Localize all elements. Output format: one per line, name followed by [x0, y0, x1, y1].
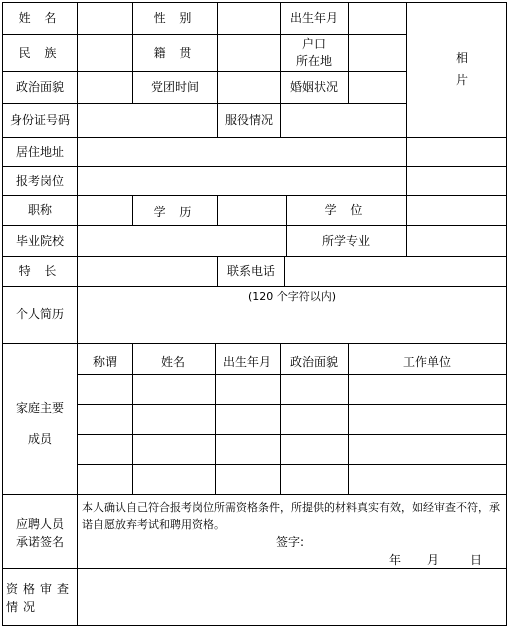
label-education: 学 历	[153, 205, 197, 219]
table-line	[78, 434, 507, 435]
label-hukou-line1: 户口	[301, 37, 327, 51]
table-line	[132, 343, 133, 495]
family-header-name: 姓名	[160, 355, 186, 369]
table-line	[2, 34, 407, 35]
label-major: 所学专业	[321, 234, 371, 248]
label-commitment-line2: 承诺签名	[15, 535, 65, 549]
date-year-label: 年	[389, 553, 402, 567]
label-gender: 性 别	[153, 11, 197, 25]
family-header-workplace: 工作单位	[402, 355, 452, 369]
table-line	[406, 2, 407, 196]
table-line	[280, 2, 281, 138]
table-line	[78, 374, 507, 375]
label-photo: 相片	[455, 51, 468, 87]
label-native-place: 籍 贯	[153, 46, 197, 60]
table-line	[286, 195, 287, 226]
label-professional-title: 职称	[27, 203, 53, 217]
label-applied-position: 报考岗位	[15, 174, 65, 188]
table-line	[406, 225, 407, 257]
label-name: 姓 名	[18, 11, 62, 25]
table-line	[2, 2, 3, 626]
label-specialty: 特 长	[18, 264, 62, 278]
table-line	[215, 343, 216, 495]
commitment-statement: 本人确认自己符合报考岗位所需资格条件，所提供的材料真实有效，如经审查不符，承诺自愿放弃考试和聘用资格。	[82, 501, 500, 531]
label-family-line2: 成员	[27, 432, 53, 446]
signature-label: 签字:	[276, 535, 305, 549]
label-review-line2: 情况	[6, 600, 41, 614]
label-ethnicity: 民 族	[18, 46, 62, 60]
label-marital-status: 婚姻状况	[289, 80, 339, 94]
date-month-label: 月	[427, 553, 440, 567]
table-line	[348, 343, 349, 495]
label-phone: 联系电话	[226, 264, 276, 278]
family-header-relation: 称谓	[92, 355, 118, 369]
table-line	[217, 256, 218, 287]
table-line	[77, 2, 78, 626]
table-line	[280, 343, 281, 495]
table-line	[78, 464, 507, 465]
table-line	[217, 195, 218, 226]
label-family-line1: 家庭主要	[15, 401, 65, 415]
table-line	[348, 2, 349, 104]
label-graduate-school: 毕业院校	[15, 234, 65, 248]
label-commitment-line1: 应聘人员	[15, 517, 65, 531]
table-line	[132, 2, 133, 104]
label-address: 居住地址	[15, 145, 65, 159]
label-id-number: 身份证号码	[9, 113, 71, 127]
label-hukou-line2: 所在地	[295, 54, 333, 68]
label-political-status: 政治面貌	[15, 80, 65, 94]
family-header-birth: 出生年月	[222, 355, 272, 369]
table-line	[284, 256, 285, 287]
table-line	[286, 225, 287, 257]
family-header-political: 政治面貌	[289, 355, 339, 369]
label-degree: 学 位	[324, 203, 368, 217]
label-birth-date: 出生年月	[289, 11, 339, 25]
table-line	[506, 2, 507, 626]
label-military-service: 服役情况	[224, 113, 274, 127]
table-line	[132, 195, 133, 226]
label-review-line1: 资格审查	[6, 582, 75, 596]
table-line	[217, 2, 218, 138]
table-line	[78, 404, 507, 405]
label-party-time: 党团时间	[150, 80, 200, 94]
table-line	[406, 195, 407, 226]
resume-hint: (120 个字符以内)	[247, 290, 337, 303]
date-day-label: 日	[470, 553, 483, 567]
table-line	[2, 71, 407, 72]
table-line	[2, 103, 407, 104]
label-resume: 个人简历	[15, 307, 65, 321]
